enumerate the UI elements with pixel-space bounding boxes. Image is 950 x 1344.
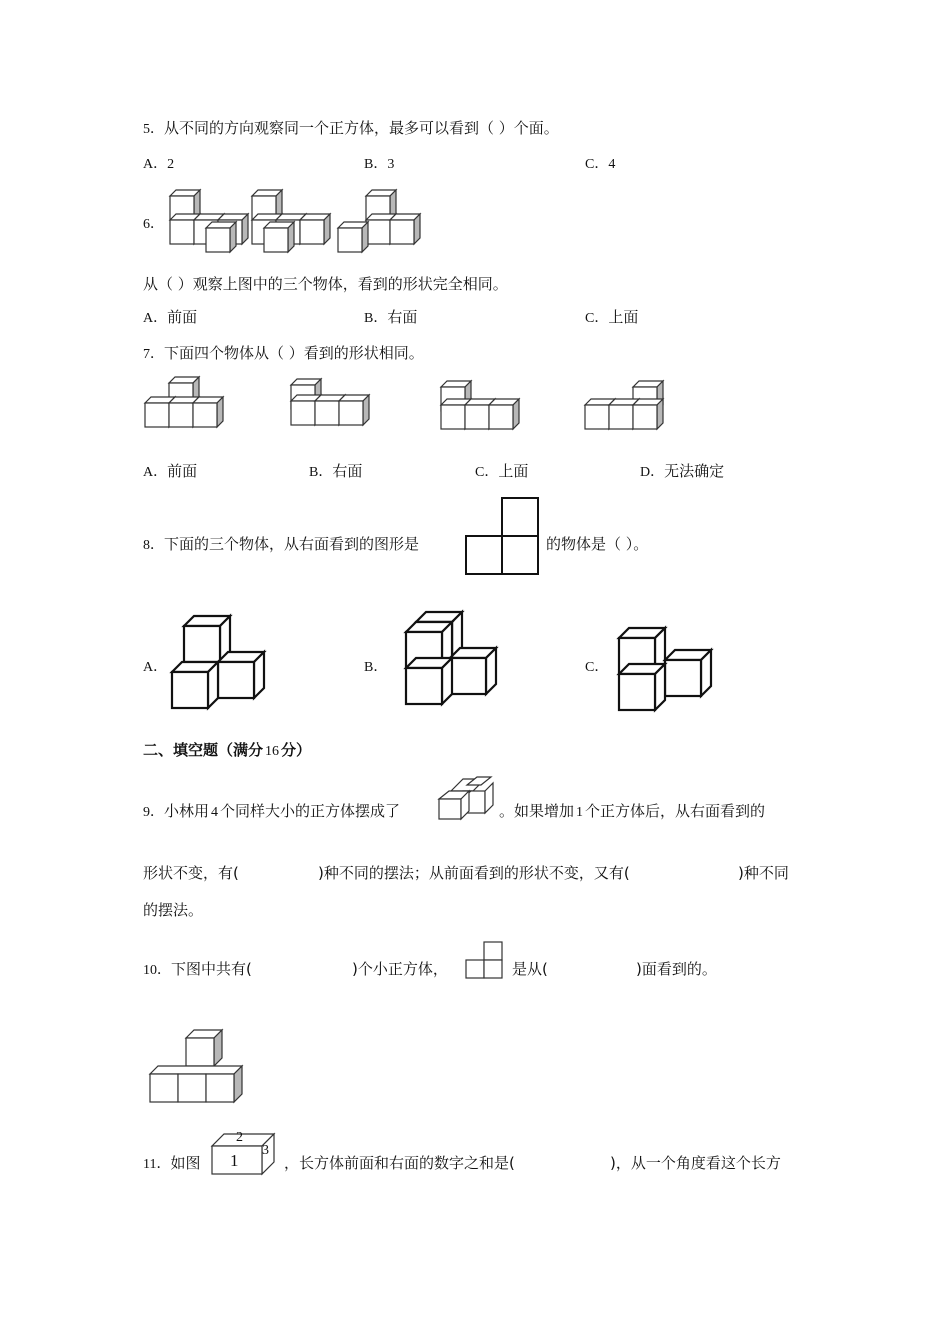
q9-line1-n2: 1 <box>576 805 584 820</box>
q9-line1-d: 个正方体后，从右面看到的 <box>585 802 766 820</box>
q9-line-2-b: )种不同的摆法；从前面看到的形状不变，又有( <box>318 864 630 882</box>
q6-option-a[interactable] <box>143 307 197 329</box>
q10-text-b: )个小正方体， <box>352 960 448 978</box>
q7-figure-1 <box>145 377 223 427</box>
q8-right-view-figure <box>464 496 542 578</box>
q9-number: 9． <box>143 805 164 820</box>
q7-figure-4 <box>585 381 663 429</box>
q6-option-b-letter: B． <box>364 311 388 326</box>
q11-text-b: ，长方体前面和右面的数字之和是( <box>284 1154 515 1172</box>
q5-number: 5． <box>143 122 164 137</box>
q5-option-c[interactable] <box>585 155 615 175</box>
q11-box-top-number: 2 <box>236 1130 243 1145</box>
q7-figure-2 <box>291 379 369 425</box>
q10-number: 10． <box>143 963 171 978</box>
q5-option-a-letter: A． <box>143 157 168 172</box>
q5-text: 从不同的方向观察同一个正方体，最多可以看到（ ）个面。 <box>164 119 559 137</box>
q7-number: 7． <box>143 347 164 362</box>
q7-option-c-value: 上面 <box>498 462 529 480</box>
q6-figures <box>170 190 430 252</box>
q8-question-start <box>143 534 419 556</box>
q9-line-2-a: 形状不变，有( <box>143 864 239 882</box>
q8-text-after: 的物体是（ ）。 <box>546 535 649 553</box>
q6-option-c-letter: C． <box>585 311 609 326</box>
q7-option-c[interactable] <box>475 461 528 483</box>
q7-option-a[interactable] <box>143 461 197 483</box>
q9-line-1-start <box>143 801 400 823</box>
q5-option-c-letter: C． <box>585 157 609 172</box>
q11-text-a: 如图 <box>170 1154 201 1172</box>
q6-figure-1 <box>170 190 248 252</box>
q10-text-c: 是从( <box>512 960 548 978</box>
q5-option-c-value: 4 <box>608 157 616 172</box>
q7-question <box>143 343 424 365</box>
q11-text-start <box>143 1153 201 1175</box>
section-2-title-a: 二、填空题（满分 <box>143 741 264 759</box>
q7-figure-3 <box>441 381 519 429</box>
q6-option-b-value: 右面 <box>387 308 418 326</box>
q8-option-c-letter[interactable]: C． <box>585 660 609 675</box>
q6-number: 6． <box>143 217 164 232</box>
q11-box-right-number: 3 <box>262 1143 269 1158</box>
q7-option-b-value: 右面 <box>332 462 363 480</box>
q11-text-c: )，从一个角度看这个长方 <box>610 1154 781 1172</box>
q6-figure-2 <box>252 190 330 252</box>
q10-text-start <box>143 959 252 981</box>
q7-option-b-letter: B． <box>309 465 333 480</box>
q8-option-c-figure <box>615 624 715 714</box>
q10-text-d: )面看到的。 <box>636 960 717 978</box>
q6-option-a-letter: A． <box>143 311 168 326</box>
q7-text: 下面四个物体从（ ）看到的形状相同。 <box>164 344 424 362</box>
q8-option-a-letter[interactable]: A． <box>143 660 168 675</box>
q9-line-2-c: )种不同 <box>738 864 789 882</box>
q9-line1-c: 。如果增加 <box>499 802 575 820</box>
q7-option-c-letter: C． <box>475 465 499 480</box>
q10-text-a: 下图中共有( <box>171 960 252 978</box>
q7-option-d-letter: D． <box>640 465 665 480</box>
q9-line1-a: 小林用 <box>164 802 210 820</box>
q11-number: 11． <box>143 1157 171 1172</box>
q6-option-b[interactable] <box>364 307 417 329</box>
section-2-title <box>143 740 311 762</box>
q5-option-b-value: 3 <box>387 157 395 172</box>
q8-option-a-figure <box>170 610 270 714</box>
q7-option-d[interactable] <box>640 461 724 483</box>
q7-option-d-value: 无法确定 <box>664 462 725 480</box>
q7-option-a-value: 前面 <box>167 462 198 480</box>
q8-text-before: 下面的三个物体，从右面看到的图形是 <box>164 535 420 553</box>
q5-option-b[interactable] <box>364 155 394 175</box>
q5-option-a[interactable] <box>143 155 174 175</box>
q5-question <box>143 118 559 140</box>
q9-figure <box>437 775 499 821</box>
q9-line-1-end <box>499 801 765 823</box>
q6-option-c[interactable] <box>585 307 638 329</box>
section-2-title-num: 16 <box>265 744 280 759</box>
q5-option-b-letter: B． <box>364 157 388 172</box>
q9-line1-b: 个同样大小的正方体摆成了 <box>220 802 401 820</box>
q10-view-figure <box>465 940 505 980</box>
q8-option-b-letter[interactable]: B． <box>364 660 388 675</box>
q5-option-a-value: 2 <box>167 157 175 172</box>
q6-option-a-value: 前面 <box>167 308 198 326</box>
q6-figure-3 <box>338 190 420 252</box>
q11-box-front-number: 1 <box>230 1151 239 1170</box>
q7-option-b[interactable] <box>309 461 362 483</box>
q9-line-3: 的摆法。 <box>143 901 204 919</box>
q7-option-a-letter: A． <box>143 465 168 480</box>
section-2-title-b: 分） <box>281 741 312 759</box>
q8-option-b-figure <box>402 608 502 712</box>
q9-line1-n1: 4 <box>211 805 219 820</box>
q7-figures <box>145 375 675 431</box>
q11-box-figure <box>210 1130 276 1176</box>
q8-number: 8． <box>143 538 164 553</box>
q6-option-c-value: 上面 <box>608 308 639 326</box>
q10-figure <box>148 1028 248 1108</box>
q6-question: 从（ ）观察上图中的三个物体，看到的形状完全相同。 <box>143 275 508 293</box>
